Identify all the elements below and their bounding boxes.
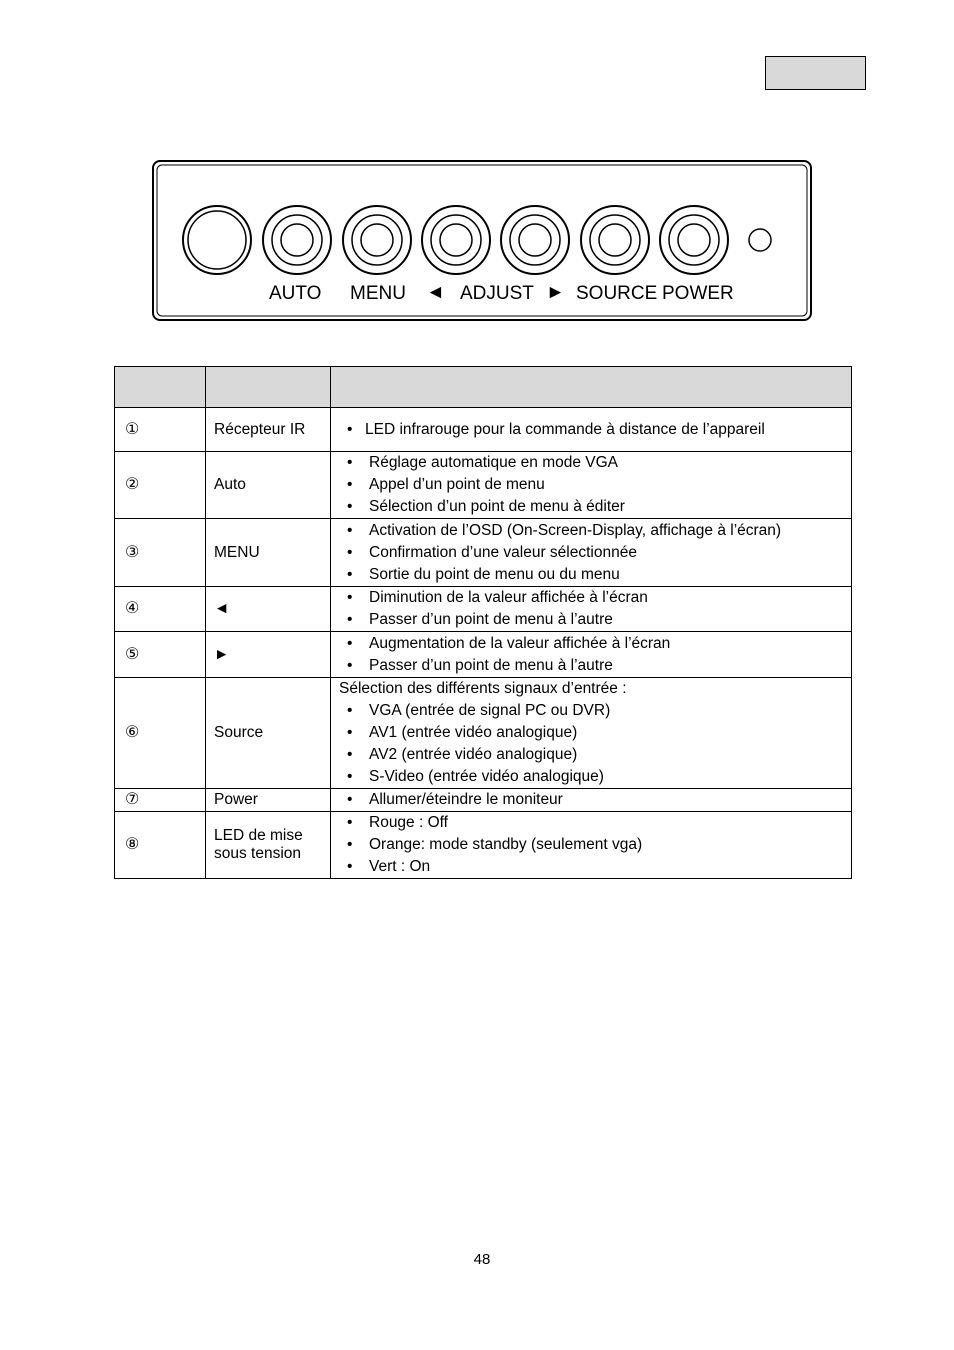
row-control-name: Auto bbox=[206, 452, 331, 519]
row-description bbox=[331, 587, 852, 632]
row-number: ③ bbox=[115, 519, 206, 587]
row-control-name: ► bbox=[206, 632, 331, 678]
row-description bbox=[331, 812, 852, 879]
list-item: • Sortie du point de menu ou du menu bbox=[339, 564, 851, 586]
row-number: ⑧ bbox=[115, 812, 206, 879]
list-item: • Réglage automatique en mode VGA bbox=[339, 452, 851, 474]
description-list bbox=[339, 789, 851, 811]
power-led-icon bbox=[749, 229, 771, 251]
table-row bbox=[115, 587, 852, 632]
description-list bbox=[339, 700, 851, 788]
description-list bbox=[339, 812, 851, 878]
list-item: • LED infrarouge pour la commande à distance de l’appareil bbox=[339, 419, 851, 441]
left-button bbox=[422, 206, 490, 274]
list-item: • Sélection d’un point de menu à éditer bbox=[339, 496, 851, 518]
row-control-name: ◄ bbox=[206, 587, 331, 632]
list-item: • AV1 (entrée vidéo analogique) bbox=[339, 722, 851, 744]
panel-label-adjust: ADJUST bbox=[460, 283, 534, 304]
header-cell bbox=[206, 367, 331, 408]
row-description bbox=[331, 789, 852, 812]
row-description bbox=[331, 519, 852, 587]
table-row bbox=[115, 812, 852, 879]
row-control-name: MENU bbox=[206, 519, 331, 587]
table-row bbox=[115, 789, 852, 812]
table-row bbox=[115, 678, 852, 789]
row-control-name: Power bbox=[206, 789, 331, 812]
description-list bbox=[339, 633, 851, 677]
table-row bbox=[115, 519, 852, 587]
list-item: • Activation de l’OSD (On-Screen-Display, affichage à l’écran) bbox=[339, 520, 851, 542]
row-number: ② bbox=[115, 452, 206, 519]
list-item: • Allumer/éteindre le moniteur bbox=[339, 789, 851, 811]
right-button bbox=[501, 206, 569, 274]
description-intro: Sélection des différents signaux d’entrée : bbox=[339, 680, 627, 697]
panel-label-menu: MENU bbox=[350, 283, 406, 304]
list-item: • Vert : On bbox=[339, 856, 851, 878]
description-list bbox=[339, 419, 851, 441]
list-item: • Rouge : Off bbox=[339, 812, 851, 834]
list-item: • VGA (entrée de signal PC ou DVR) bbox=[339, 700, 851, 722]
row-number: ① bbox=[115, 408, 206, 452]
panel-label-left-arrow: ◄ bbox=[426, 282, 445, 303]
list-item: • Appel d’un point de menu bbox=[339, 474, 851, 496]
header-cell bbox=[115, 367, 206, 408]
panel-label-right-arrow: ► bbox=[546, 282, 565, 303]
description-list bbox=[339, 520, 851, 586]
list-item: • AV2 (entrée vidéo analogique) bbox=[339, 744, 851, 766]
list-item: • Passer d’un point de menu à l’autre bbox=[339, 609, 851, 631]
ir-receiver-button bbox=[183, 206, 251, 274]
table-header-row bbox=[115, 367, 852, 408]
panel-label-auto: AUTO bbox=[269, 283, 322, 304]
source-button bbox=[581, 206, 649, 274]
row-number: ⑤ bbox=[115, 632, 206, 678]
row-control-name: LED de mise sous tension bbox=[206, 812, 331, 879]
row-description bbox=[331, 452, 852, 519]
list-item: • Passer d’un point de menu à l’autre bbox=[339, 655, 851, 677]
function-table bbox=[114, 366, 852, 879]
row-control-name: Source bbox=[206, 678, 331, 789]
row-description bbox=[331, 678, 852, 789]
list-item: • Augmentation de la valeur affichée à l’écran bbox=[339, 633, 851, 655]
table-row bbox=[115, 632, 852, 678]
header-cell bbox=[331, 367, 852, 408]
panel-label-source: SOURCE bbox=[576, 283, 658, 304]
description-list bbox=[339, 452, 851, 518]
description-list bbox=[339, 587, 851, 631]
row-control-name: Récepteur IR bbox=[206, 408, 331, 452]
language-tab-box bbox=[765, 56, 866, 90]
table-row bbox=[115, 408, 852, 452]
row-description bbox=[331, 408, 852, 452]
page-number: 48 bbox=[473, 1251, 491, 1268]
row-description bbox=[331, 632, 852, 678]
list-item: • S-Video (entrée vidéo analogique) bbox=[339, 766, 851, 788]
row-number: ④ bbox=[115, 587, 206, 632]
list-item: • Orange: mode standby (seulement vga) bbox=[339, 834, 851, 856]
monitor-control-panel-diagram bbox=[150, 158, 816, 326]
menu-button bbox=[343, 206, 411, 274]
table-row bbox=[115, 452, 852, 519]
row-number: ⑦ bbox=[115, 789, 206, 812]
list-item: • Confirmation d’une valeur sélectionnée bbox=[339, 542, 851, 564]
panel-label-power: POWER bbox=[662, 283, 734, 304]
list-item: • Diminution de la valeur affichée à l’écran bbox=[339, 587, 851, 609]
power-button bbox=[660, 206, 728, 274]
row-number: ⑥ bbox=[115, 678, 206, 789]
auto-button bbox=[263, 206, 331, 274]
